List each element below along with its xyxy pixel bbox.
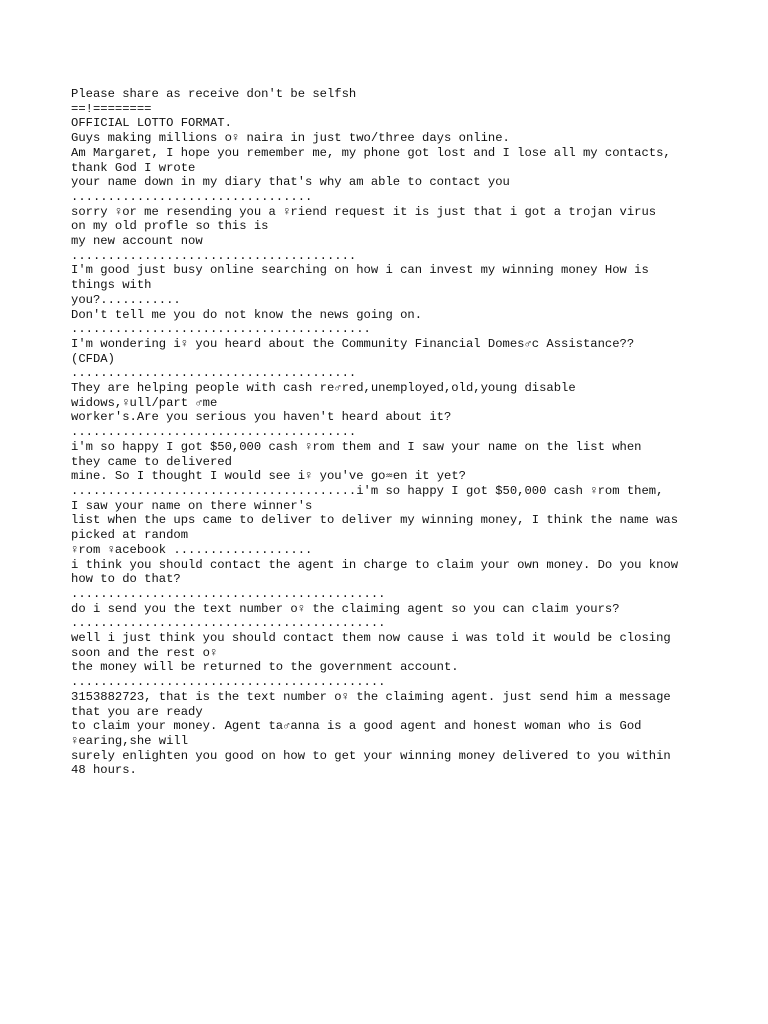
text-line: Guys making millions o♀ naira in just two/three days online.: [71, 131, 510, 146]
text-line: the money will be returned to the government account.: [71, 660, 459, 675]
text-line: well i just think you should contact them now cause i was told it would be closing: [71, 631, 671, 646]
text-line: sorry ♀or me resending you a ♀riend request it is just that i got a trojan virus: [71, 204, 657, 219]
document-body: [71, 87, 701, 778]
text-line: mine. So I thought I would see i♀ you've go♒en it yet?: [71, 469, 466, 484]
text-line: OFFICIAL LOTTO FORMAT.: [71, 116, 232, 131]
text-line: Please share as receive don't be selfsh: [71, 87, 357, 101]
text-line: They are helping people with cash re♂red,unemployed,old,young disable: [71, 381, 576, 396]
text-line: 3153882723, that is the text number o♀ the claiming agent. just send him a message: [71, 689, 671, 704]
text-line: picked at random: [71, 528, 189, 543]
text-line: your name down in my diary that's why am able to contact you: [71, 175, 510, 190]
text-line: my new account now: [71, 234, 203, 249]
text-line: ...........................................: [71, 675, 386, 690]
text-line: (CFDA): [71, 351, 115, 366]
text-line: thank God I wrote: [71, 160, 196, 175]
text-line: ...........................................: [71, 586, 386, 601]
text-line: list when the ups came to deliver to deliver my winning money, I think the name was: [71, 513, 679, 528]
text-line: things with: [71, 278, 152, 293]
text-line: ♀rom ♀acebook ...................: [71, 542, 313, 557]
text-line: ...........................................: [71, 616, 386, 631]
text-line: how to do that?: [71, 572, 181, 587]
text-line: that you are ready: [71, 704, 203, 719]
text-line: 48 hours.: [71, 763, 137, 778]
text-line: soon and the rest o♀: [71, 645, 218, 660]
text-line: .......................................: [71, 425, 357, 440]
text-line: you?...........: [71, 292, 181, 307]
text-line: I'm wondering i♀ you heard about the Community Financial Domes♂c Assistance??: [71, 336, 635, 351]
text-line: surely enlighten you good on how to get your winning money delivered to you within: [71, 748, 671, 763]
text-line: I'm good just busy online searching on how i can invest my winning money How is: [71, 263, 649, 278]
text-line: they came to delivered: [71, 454, 232, 469]
text-line: .......................................i'm so happy I got $50,000 cash ♀rom them,: [71, 483, 664, 498]
text-line: .......................................: [71, 248, 357, 263]
text-line: i think you should contact the agent in charge to claim your own money. Do you know: [71, 557, 679, 572]
text-line: Am Margaret, I hope you remember me, my phone got lost and I lose all my contacts,: [71, 145, 671, 160]
text-line: on my old profle so this is: [71, 219, 269, 234]
text-line: to claim your money. Agent ta♂anna is a good agent and honest woman who is God: [71, 719, 642, 734]
text-line: .......................................: [71, 366, 357, 381]
text-line: Don't tell me you do not know the news going on.: [71, 307, 423, 322]
text-line: I saw your name on there winner's: [71, 498, 313, 513]
text-line: ==!========: [71, 101, 152, 116]
text-line: i'm so happy I got $50,000 cash ♀rom them and I saw your name on the list when: [71, 439, 642, 454]
text-line: ♀earing,she will: [71, 733, 189, 748]
text-line: widows,♀ull/part ♂me: [71, 395, 218, 410]
text-line: .................................: [71, 189, 313, 204]
text-line: do i send you the text number o♀ the claiming agent so you can claim yours?: [71, 601, 620, 616]
text-line: worker's.Are you serious you haven't heard about it?: [71, 410, 452, 425]
text-line: .........................................: [71, 322, 371, 337]
